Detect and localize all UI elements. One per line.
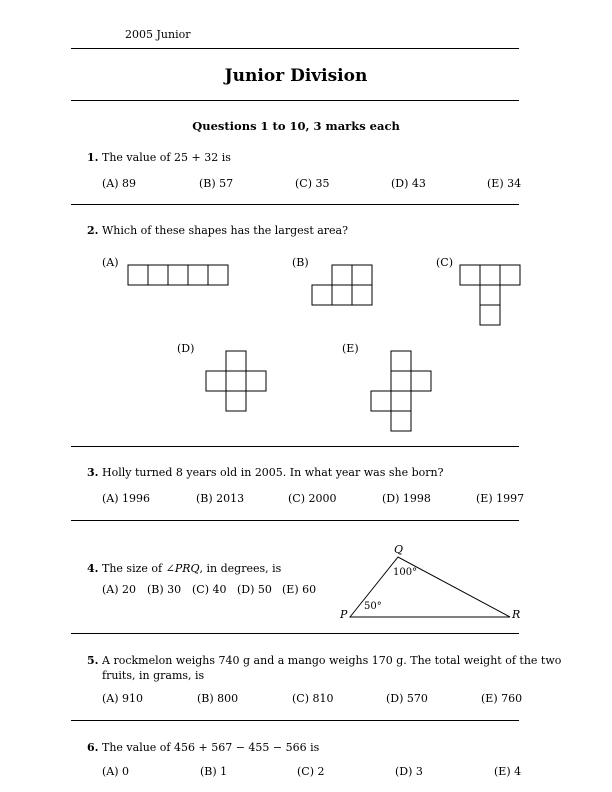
grid-square bbox=[500, 265, 520, 285]
q1-option-c[interactable]: (C) 35 bbox=[295, 177, 330, 190]
question-text-4 bbox=[102, 562, 281, 575]
q6-option-d[interactable]: (D) 3 bbox=[395, 765, 423, 778]
vertex-q-label: Q bbox=[394, 543, 404, 556]
q6-option-e[interactable]: (E) 4 bbox=[494, 765, 522, 778]
grid-square bbox=[391, 391, 411, 411]
question-number-1: 1. bbox=[87, 151, 99, 164]
question-number-6: 6. bbox=[87, 741, 99, 754]
q5-option-a[interactable]: (A) 910 bbox=[102, 692, 144, 705]
grid-square bbox=[226, 351, 246, 371]
grid-square bbox=[312, 285, 332, 305]
q3-option-a[interactable]: (A) 1996 bbox=[102, 492, 151, 505]
q4-text-after: , in degrees, is bbox=[199, 562, 282, 575]
q6-option-b[interactable]: (B) 1 bbox=[200, 765, 228, 778]
header-rule bbox=[71, 48, 519, 49]
q3-option-c[interactable]: (C) 2000 bbox=[288, 492, 337, 505]
q6-option-a[interactable]: (A) 0 bbox=[102, 765, 130, 778]
question-number-5: 5. bbox=[87, 654, 99, 667]
grid-square bbox=[391, 351, 411, 371]
q5-option-b[interactable]: (B) 800 bbox=[197, 692, 239, 705]
grid-square bbox=[460, 265, 480, 285]
q5-option-d[interactable]: (D) 570 bbox=[386, 692, 428, 705]
question-divider bbox=[71, 204, 519, 205]
grid-square bbox=[188, 265, 208, 285]
q4-text-before: The size of ∠ bbox=[102, 562, 175, 575]
q4-option-c[interactable]: (C) 40 bbox=[192, 583, 227, 596]
q2-option-b[interactable]: (B) bbox=[292, 256, 309, 269]
question-number-2: 2. bbox=[87, 224, 99, 237]
grid-square bbox=[168, 265, 188, 285]
question-text-5-line2: fruits, in grams, is bbox=[102, 669, 205, 682]
angle-name: PRQ bbox=[174, 562, 200, 575]
question-divider bbox=[71, 720, 519, 721]
running-header: 2005 Junior bbox=[125, 28, 191, 41]
q2-option-a[interactable]: (A) bbox=[102, 256, 119, 269]
page-title: Junior Division bbox=[224, 66, 368, 86]
grid-square bbox=[391, 411, 411, 431]
q1-option-b[interactable]: (B) 57 bbox=[199, 177, 234, 190]
q3-option-d[interactable]: (D) 1998 bbox=[382, 492, 431, 505]
question-text-1: The value of 25 + 32 is bbox=[102, 151, 231, 164]
q1-option-e[interactable]: (E) 34 bbox=[487, 177, 522, 190]
grid-square bbox=[226, 391, 246, 411]
q4-option-a[interactable]: (A) 20 bbox=[102, 583, 137, 596]
q6-option-c[interactable]: (C) 2 bbox=[297, 765, 325, 778]
triangle-figure bbox=[0, 0, 1, 1]
q2-option-e[interactable]: (E) bbox=[342, 342, 359, 355]
grid-square bbox=[391, 371, 411, 391]
grid-square bbox=[352, 265, 372, 285]
question-divider bbox=[71, 446, 519, 447]
q4-option-b[interactable]: (B) 30 bbox=[147, 583, 182, 596]
question-number-4: 4. bbox=[87, 562, 99, 575]
grid-square bbox=[246, 371, 266, 391]
q5-option-e[interactable]: (E) 760 bbox=[481, 692, 523, 705]
vertex-r-label: R bbox=[512, 608, 521, 621]
vertex-p-label: P bbox=[340, 608, 348, 621]
question-text-5-line1: A rockmelon weighs 740 g and a mango weighs 170 g. The total weight of the two bbox=[102, 654, 562, 667]
q5-option-c[interactable]: (C) 810 bbox=[292, 692, 334, 705]
question-divider bbox=[71, 633, 519, 634]
q3-option-b[interactable]: (B) 2013 bbox=[196, 492, 245, 505]
grid-square bbox=[332, 265, 352, 285]
section-heading: Questions 1 to 10, 3 marks each bbox=[192, 119, 400, 133]
grid-square bbox=[371, 391, 391, 411]
angle-p-label: 50° bbox=[364, 601, 382, 612]
q1-option-d[interactable]: (D) 43 bbox=[391, 177, 426, 190]
grid-square bbox=[480, 285, 500, 305]
grid-square bbox=[208, 265, 228, 285]
q4-option-d[interactable]: (D) 50 bbox=[237, 583, 272, 596]
grid-square bbox=[411, 371, 431, 391]
grid-square bbox=[332, 285, 352, 305]
q4-option-e[interactable]: (E) 60 bbox=[282, 583, 317, 596]
question-text-3: Holly turned 8 years old in 2005. In what year was she born? bbox=[102, 466, 444, 479]
q2-option-d[interactable]: (D) bbox=[177, 342, 195, 355]
question-number-3: 3. bbox=[87, 466, 99, 479]
question-divider bbox=[71, 520, 519, 521]
grid-square bbox=[352, 285, 372, 305]
title-rule bbox=[71, 100, 519, 101]
grid-square bbox=[148, 265, 168, 285]
question-text-6: The value of 456 + 567 − 455 − 566 is bbox=[102, 741, 320, 754]
q2-option-c[interactable]: (C) bbox=[436, 256, 453, 269]
grid-square bbox=[226, 371, 246, 391]
grid-square bbox=[128, 265, 148, 285]
grid-square bbox=[206, 371, 226, 391]
grid-square bbox=[480, 305, 500, 325]
angle-q-label: 100° bbox=[393, 567, 418, 578]
grid-square bbox=[480, 265, 500, 285]
question-text-2: Which of these shapes has the largest area? bbox=[102, 224, 349, 237]
q3-option-e[interactable]: (E) 1997 bbox=[476, 492, 525, 505]
q1-option-a[interactable]: (A) 89 bbox=[102, 177, 137, 190]
